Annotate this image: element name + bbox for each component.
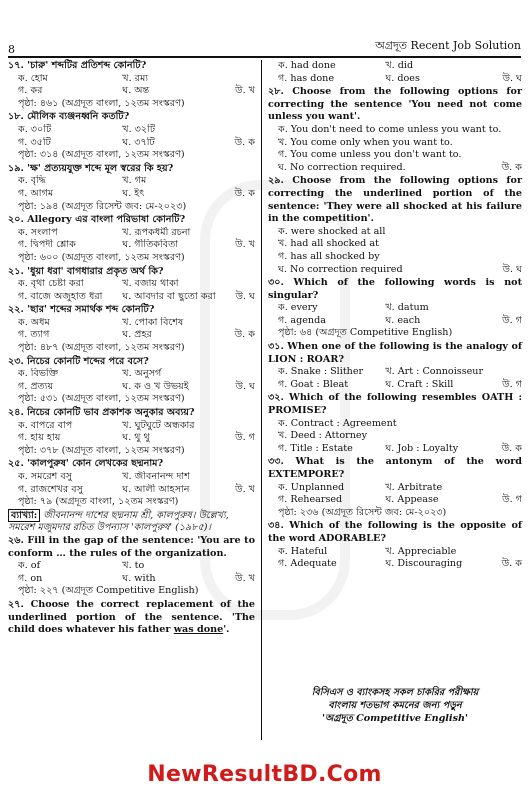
question-title — [8, 304, 255, 317]
option-a: ক. অধম — [18, 316, 50, 328]
options — [8, 471, 255, 496]
question-block — [8, 458, 255, 508]
question-title — [8, 407, 255, 420]
option-a: ক. বৃথা চেষ্টা করা — [18, 278, 84, 290]
answer: উ. খ — [235, 483, 255, 495]
option-c: গ. Rehearsed — [278, 494, 343, 506]
question-number: ২১. — [8, 265, 24, 277]
option-c: গ. কর — [18, 85, 43, 97]
question-text: What is the antonym of the word EXTEMPORE? — [268, 456, 522, 480]
answer: উ. ঘ — [502, 263, 522, 275]
promo-line: বিসিএস ও ব্যাংকসহ সকল চাকরির পরীক্ষায় — [311, 687, 479, 698]
source: পৃষ্ঠা: ২২৭ (অগ্রদূত Competitive English) — [18, 585, 199, 597]
question-block — [8, 266, 255, 304]
page-number: 8 — [8, 43, 15, 56]
answer: উ. ঘ — [235, 290, 255, 302]
option-b: খ. Arbitrate — [385, 481, 443, 493]
option-a: ক. were shocked at all — [278, 225, 386, 237]
question-title — [8, 266, 255, 279]
source: পৃষ্ঠা: ৩১৪ (অগ্রদূত বাংলা, ১২তম সংস্করণ) — [18, 149, 185, 161]
options — [8, 317, 255, 342]
option-c: গ. ৩৫টি — [18, 136, 51, 148]
question-block — [8, 163, 255, 213]
answer: উ. ক — [234, 136, 255, 148]
option-b: খ. অনুসর্গ — [122, 368, 162, 380]
option-c: গ. You come unless you don't want to. — [278, 149, 462, 161]
running-title: অগ্রদূত Recent Job Solution — [375, 39, 521, 52]
promo-box — [268, 686, 522, 725]
option-a: ক. ৩০টি — [18, 123, 52, 135]
question-text: Fill in the gap of the sentence: 'You are to conform … the rules of the organization. — [8, 534, 255, 559]
source: পৃষ্ঠা: ৪৮৭ (অগ্রদূত বাংলা, ১২তম সংস্করণ) — [18, 342, 185, 354]
option-a: ক. বিভক্তি — [18, 368, 59, 380]
left-column — [8, 60, 255, 638]
question-text: Choose the correct replacement of the underlined portion of the sentence. 'The child does whatever his father — [8, 598, 255, 636]
option-c: গ. on — [18, 572, 43, 584]
options — [8, 227, 255, 252]
option-a: ক. You don't need to come unless you want to. — [278, 123, 502, 135]
source: পৃষ্ঠা: ২৩৬ (অগ্রদূত রিসেন্ট জব: মে-২০২৩) — [278, 506, 447, 518]
question-28 — [268, 86, 522, 174]
explanation — [8, 510, 255, 535]
question-number: ২৫. — [8, 458, 24, 470]
question-32 — [268, 392, 522, 455]
option-d: ঘ. does — [385, 72, 420, 84]
option-d: ঘ. Craft : Skill — [385, 378, 454, 390]
question-text: 'ধুয়া ধরা' বাগধারার প্রকৃত অর্থ কি? — [27, 265, 164, 277]
option-d: ঘ. No correction required — [278, 263, 403, 275]
source: পৃষ্ঠা: ৫৩১ (অগ্রদূত বাংলা, ১২তম সংস্করণ) — [18, 393, 185, 405]
question-number: ১৯. — [8, 162, 24, 174]
question-number: ৩৪. — [268, 520, 284, 532]
question-title — [8, 458, 255, 471]
options — [8, 124, 255, 149]
question-text: Allegory এর বাংলা পরিভাষা কোনটি? — [27, 214, 186, 226]
option-b: খ. Art : Connoisseur — [385, 366, 484, 378]
option-a: ক. of — [18, 560, 41, 572]
option-c: গ. দ্বিপদী শ্লোক — [18, 239, 76, 251]
right-column — [268, 60, 522, 572]
question-30 — [268, 277, 522, 340]
question-text: 'ক্ষ' প্রত্যয়যুক্ত শব্দে মূল স্বরের কি হয়? — [27, 162, 174, 174]
promo-line: 'অগ্রদূত Competitive English' — [322, 713, 468, 724]
source: পৃষ্ঠা: ৭৯ (অগ্রদূত বাংলা, ১২তম সংস্করণ) — [18, 496, 179, 508]
question-number: ২৬. — [8, 534, 24, 546]
question-number: ১৮. — [8, 111, 24, 123]
question-number: ৩২. — [268, 392, 284, 404]
options — [8, 368, 255, 393]
option-b: খ. Deed : Attorney — [278, 430, 368, 442]
option-d: ঘ. with — [122, 572, 156, 584]
page-header — [8, 40, 521, 58]
underlined-text: was done — [173, 624, 224, 636]
question-text: 'চারু' শব্দটির প্রতিশব্দ কোনটি? — [27, 60, 147, 71]
question-text: Choose from the following options for correcting the sentence 'You need not come unless you want'. — [268, 86, 522, 123]
option-d: ঘ. আবদার বা ছুতো করা — [122, 290, 216, 302]
question-29 — [268, 175, 522, 276]
question-26 — [8, 535, 255, 598]
option-a: ক. সংলাপ — [18, 226, 58, 238]
option-d: ঘ. গীতিকবিতা — [122, 239, 179, 251]
option-b: খ. had all shocked at — [278, 238, 379, 250]
option-b: খ. did — [385, 60, 414, 71]
question-text: মৌলিক ব্যঞ্জনধ্বনি কতটি? — [27, 111, 130, 123]
question-number: ১৭. — [8, 60, 24, 71]
question-text: Which of the following is the opposite of the word ADORABLE? — [268, 520, 523, 544]
option-d: ঘ. each — [385, 314, 421, 326]
option-a: ক. বৃদ্ধি — [18, 175, 46, 187]
question-number: ২২. — [8, 304, 24, 316]
option-b: খ. ৩২টি — [122, 123, 156, 135]
answer: উ. গ — [502, 378, 522, 390]
question-text: Which of the following words is not singular? — [268, 277, 522, 301]
answer: উ. গ — [502, 314, 522, 326]
options — [8, 175, 255, 200]
option-a: ক. every — [278, 302, 318, 314]
option-a: ক. had done — [278, 60, 336, 71]
option-d: ঘ. Job : Loyalty — [385, 442, 459, 454]
answer: উ. ক — [501, 161, 522, 173]
question-number: ২৯. — [268, 175, 284, 187]
options — [8, 73, 255, 98]
question-block — [8, 214, 255, 264]
option-c: গ. has done — [278, 72, 335, 84]
option-d: ঘ. No correction required. — [278, 161, 406, 173]
option-a: ক. হোম — [18, 72, 48, 84]
option-c: গ. প্রত্যয় — [18, 380, 54, 392]
option-d: ঘ. ইৎ — [122, 187, 145, 199]
option-b: খ. Appreciable — [385, 545, 457, 557]
question-title — [8, 356, 255, 369]
question-number: ২৪. — [8, 407, 24, 419]
option-a: ক. Contract : Agreement — [278, 417, 397, 429]
question-block — [8, 304, 255, 354]
option-a: ক. Snake : Slither — [278, 366, 364, 378]
option-c: গ. বাজে অজুহাত ধরা — [18, 290, 103, 302]
option-b: খ. পোকা বিশেষ — [122, 316, 184, 328]
bangla-questions — [8, 60, 255, 509]
option-b: খ. জীবনানন্দ দাশ — [122, 471, 190, 482]
question-text: When one of the following is the analogy of LION : ROAR? — [268, 341, 522, 365]
option-a: ক. Hateful — [278, 545, 328, 557]
answer: উ. ক — [234, 329, 255, 341]
column-divider — [261, 60, 262, 740]
answer: উ. খ — [235, 85, 255, 97]
answer: উ. গ — [502, 494, 522, 506]
option-b: খ. রূপকধর্মী রচনা — [122, 226, 191, 238]
option-b: খ. You come only when you want to. — [278, 136, 453, 148]
question-number: ২৭. — [8, 598, 24, 610]
option-c: গ. ত্যাগ — [18, 329, 50, 341]
option-b: খ. datum — [385, 302, 429, 314]
site-brand-link[interactable]: NewResultBD.Com — [147, 762, 382, 787]
question-31 — [268, 341, 522, 391]
question-text: Which of the following resembles OATH : PROMISE? — [268, 392, 523, 417]
question-number: ৩১. — [268, 341, 284, 353]
question-text: Choose from the following options for correcting the underlined portion of the sentence: 'They were all shocked at his failure in the competition'. — [268, 175, 522, 225]
options — [8, 278, 255, 303]
explanation-text: জীবনানন্দ দাশের ছদ্মনাম শ্রী, কালপুরুষ। উল্লেখ্য, সমরেশ মজুমদার রচিত উপন্যাস 'কালপুরুষ' (১৯৮৫)। — [8, 509, 229, 534]
option-c: গ. Title : Estate — [278, 442, 353, 454]
source: পৃষ্ঠা: ৪৬১ (অগ্রদূত বাংলা, ১২তম সংস্করণ) — [18, 97, 185, 109]
option-a: ক. বাপরে বাপ — [18, 419, 73, 431]
option-c: গ. has all shocked by — [278, 250, 380, 262]
option-b: খ. to — [122, 560, 145, 572]
option-c: গ. Goat : Bleat — [278, 378, 349, 390]
source: পৃষ্ঠা: ৬০০ (অগ্রদূত বাংলা, ১২তম সংস্করণ) — [18, 251, 185, 263]
option-b: খ. রম্য — [122, 72, 149, 84]
source: পৃষ্ঠা: ৬৪ (অগ্রদূত Competitive English) — [278, 327, 453, 339]
question-title — [8, 60, 255, 73]
question-title — [8, 111, 255, 124]
question-text: নিচের কোনটি ভাব প্রকাশক অনুকার অব্যয়? — [27, 407, 195, 419]
answer: উ. ক — [501, 442, 522, 454]
option-d: ঘ. Appease — [385, 494, 439, 506]
answer: উ. ঘ — [235, 380, 255, 392]
answer: উ. ঘ — [502, 72, 522, 84]
question-text: 'ছার' শব্দের সমার্থক শব্দ কোনটি? — [27, 304, 155, 316]
question-27 — [8, 599, 255, 637]
option-a: ক. Unplanned — [278, 481, 345, 493]
promo-line: বাংলায় শতভাগ কমনের জন্য পড়ুন — [328, 700, 462, 711]
option-d: ঘ. প্রহর — [122, 329, 152, 341]
option-b: খ. বজায় থাকা — [122, 278, 179, 290]
answer: উ. গ — [235, 432, 255, 444]
answer: উ. ক — [234, 187, 255, 199]
question-block — [8, 60, 255, 110]
option-b: খ. ঘুটঘুটে অন্ধকার — [122, 419, 195, 431]
answer: উ. ক — [501, 558, 522, 570]
option-d: ঘ. অন্ত — [122, 85, 150, 97]
question-title — [8, 214, 255, 227]
question-number: ২০. — [8, 214, 24, 226]
option-c: গ. agenda — [278, 314, 326, 326]
question-33 — [268, 456, 522, 519]
options — [8, 420, 255, 445]
option-d: ঘ. থু থু — [122, 432, 150, 444]
answer: উ. খ — [235, 572, 255, 584]
question-34 — [268, 520, 522, 570]
question-block — [8, 111, 255, 161]
option-c: গ. হায় হায় — [18, 432, 61, 444]
option-a: ক. সমরেশ বসু — [18, 471, 73, 482]
option-c: গ. আগম — [18, 187, 54, 199]
question-title — [8, 163, 255, 176]
question-text: নিচের কোনটি শব্দের পরে বসে? — [27, 355, 149, 367]
option-d: ঘ. ৩৭টি — [122, 136, 155, 148]
source: পৃষ্ঠা: ৩৭৮ (অগ্রদূত বাংলা, ১২তম সংস্করণ) — [18, 444, 185, 456]
options — [8, 560, 255, 585]
question-text-end: '. — [223, 624, 230, 636]
question-text: 'কালপুরুষ' কোন লেখকের ছদ্মনাম? — [27, 458, 164, 470]
explanation-tag: ব্যাখ্যা: — [8, 509, 40, 522]
question-number: ২৮. — [268, 86, 284, 98]
question-number: ৩৩. — [268, 456, 284, 468]
question-number: ২৩. — [8, 355, 24, 367]
question-27-options — [268, 60, 522, 85]
answer: উ. খ — [235, 239, 255, 251]
option-b: খ. গম — [122, 175, 147, 187]
option-c: গ. রাজশেখর বসু — [18, 483, 83, 495]
option-d: ঘ. Discouraging — [385, 558, 463, 570]
option-d: ঘ. আলী আহসান — [122, 483, 190, 495]
question-block — [8, 407, 255, 457]
question-block — [8, 356, 255, 406]
question-number: ৩০. — [268, 277, 284, 289]
source: পৃষ্ঠা: ১৯৪ (অগ্রদূত রিসেন্ট জব: মে-২০২৩) — [18, 200, 187, 212]
option-c: গ. Adequate — [278, 558, 337, 570]
option-d: ঘ. ক ও খ উভয়ই — [122, 380, 189, 392]
